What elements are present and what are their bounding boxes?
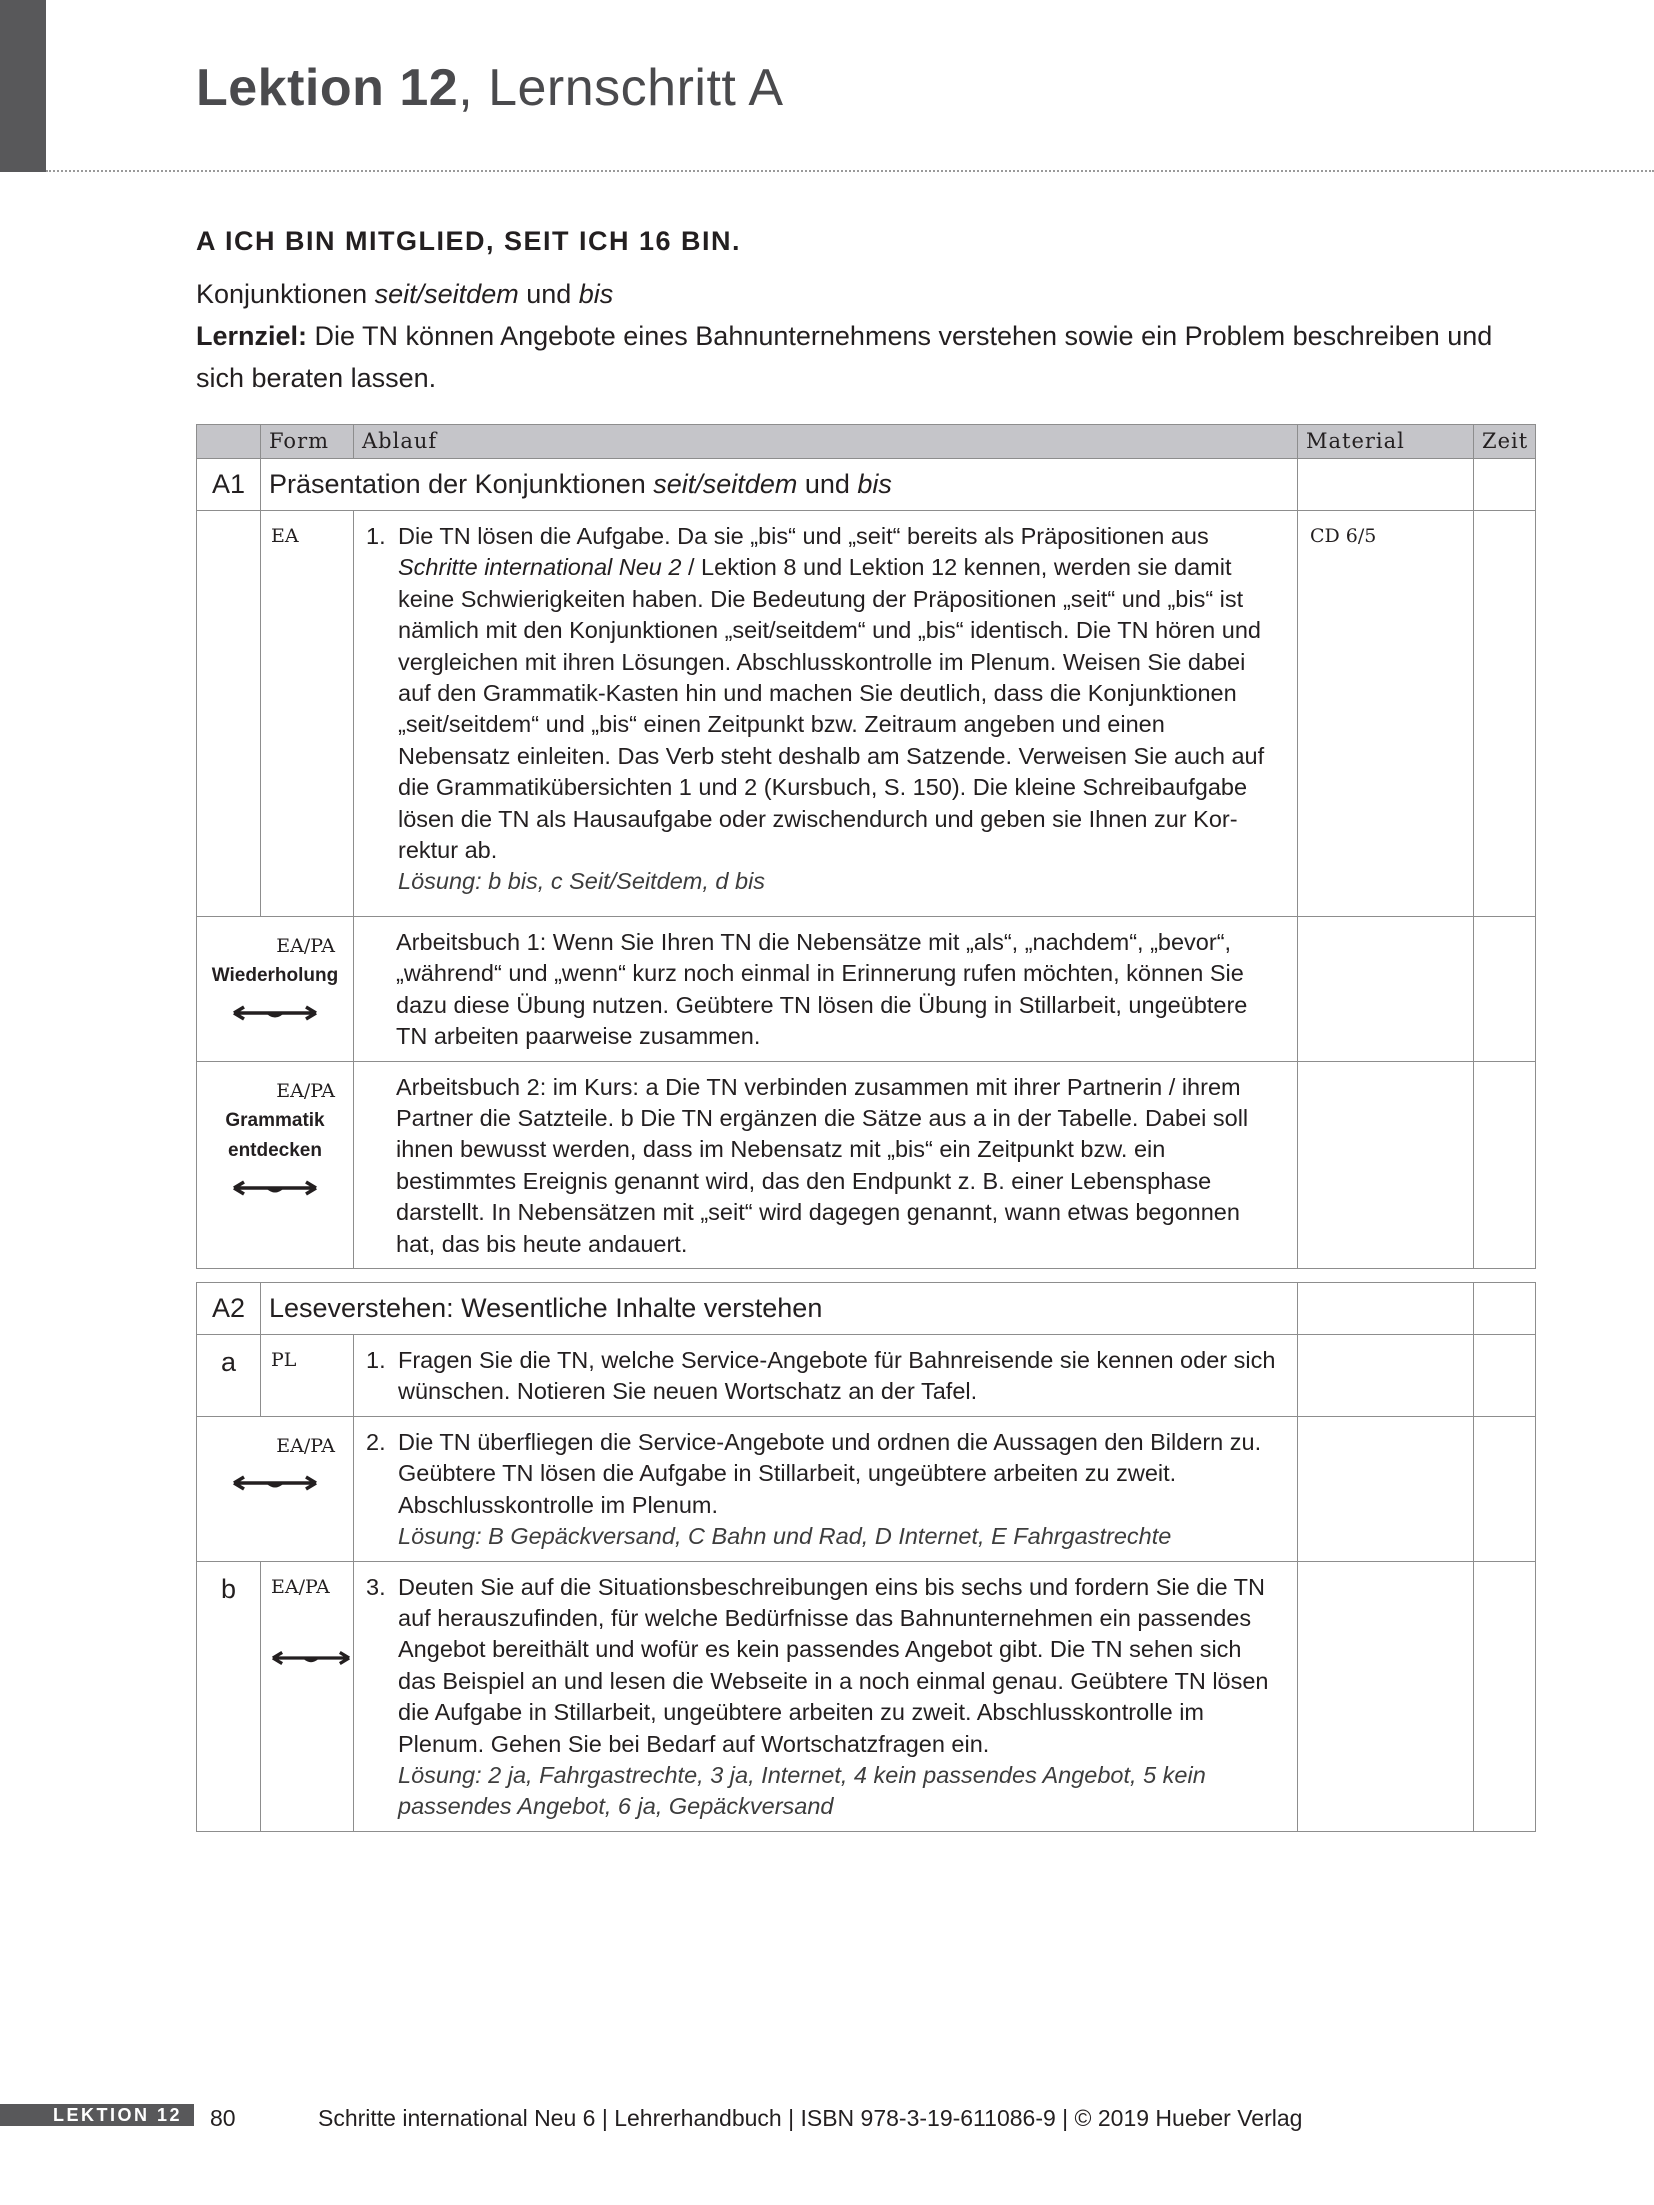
ablauf-cell: Arbeitsbuch 2: im Kurs: a Die TN verbinden zusammen mit ihrer Partnerin / ihrem Partner die Satzteile. b Die TN ergänzen die Sätze aus a in der Tabelle. Dabei soll ihnen bewusst werden, dass im Nebensatz mit „bis“ ein Zeitpunkt bzw. ein bestimmtes Ereignis genannt wird, das den Endpunkt z. B. einer Lebensphase darstellt. In Nebensätzen mit „seit“ wird dagegen genannt, wann etwas begonnen hat, das bis heute andauert. <box>354 1061 1298 1268</box>
solution-text: Lösung: b bis, c Seit/Seitdem, d bis <box>398 868 766 895</box>
ablauf-cell: 2. Die TN überfliegen die Service-Angebote und ordnen die Aussagen den Bildern zu. Geübtere TN lösen die Aufgabe in Stillarbeit, ungeübtere arbeiten zu zweit. Abschlusskontrolle im Plenum. Lösung: B Gepäckversand, C Bahn und Rad, D Internet, E Fahrgastrechte <box>354 1416 1298 1561</box>
table-row <box>197 1335 1536 1417</box>
page-number: 80 <box>210 2105 236 2131</box>
lesson-plan-table <box>196 424 1535 1832</box>
table-header-row <box>197 425 1536 459</box>
table-row <box>197 1061 1536 1268</box>
ablauf-cell: 1. Fragen Sie die TN, welche Service-Angebote für Bahnreisende sie kennen oder sich wünschen. Notieren Sie neuen Wortschatz an der Tafel. <box>354 1335 1298 1417</box>
subtask-letter: b <box>197 1561 261 1831</box>
header-empty <box>197 425 261 459</box>
lesson-label: Lektion 12 <box>196 59 459 117</box>
sidebar-tab <box>0 0 46 172</box>
title-divider <box>46 170 1654 172</box>
table-row <box>197 917 1536 1062</box>
role-label: Wiederholung <box>211 965 339 986</box>
section-heading: A ICH BIN MITGLIED, SEIT ICH 16 BIN. <box>196 226 742 256</box>
double-arrow-icon <box>232 1001 318 1025</box>
form-cell: EA/PA <box>261 1561 354 1831</box>
section-intro <box>196 226 1536 399</box>
role-label: entdecken <box>228 1139 322 1161</box>
solution-text: Lösung: 2 ja, Fahrgastrechte, 3 ja, Internet, 4 kein passendes Angebot, 5 kein passendes Angebot, 6 ja, Gepäckversand <box>398 1761 1206 1820</box>
learning-goal: Lernziel: Die TN können Angebote eines Bahnunternehmens verstehen sowie ein Problem beschreiben und sich beraten lassen. <box>196 321 1493 393</box>
table-row <box>197 1561 1536 1831</box>
subtask-letter: a <box>197 1335 261 1417</box>
ablauf-cell: 3. Deuten Sie auf die Situationsbeschreibungen eins bis sechs und fordern Sie die TN auf herauszufinden, für welche Bedürfnisse das Bahnunternehmen ein passendes Angebot bereithält und wofür es kein passendes Angebot gibt. Die TN sehen sich das Beispiel an und lesen die Webseite in a noch einmal genau. Geübtere TN lösen die Aufgabe in Stillarbeit, ungeübtere arbeiten zu zweit. Abschlusskontrolle im Plenum. Gehen Sie bei Bedarf auf Wortschatzfragen ein. Lösung: 2 ja, Fahrgastrechte, 3 ja, Internet, 4 kein passendes Angebot, 5 kein passendes Angebot, 6 ja, Gepäckversand <box>354 1561 1298 1831</box>
lesson-step: , Lernschritt A <box>458 59 784 117</box>
form-code: EA <box>261 511 354 917</box>
footer-copyright: Schritte international Neu 6 | Lehrerhandbuch | ISBN 978-3-19-611086-9 | © 2019 Hueber Verlag <box>318 2105 1303 2131</box>
section-subtitle: Konjunktionen seit/seitdem und bis <box>196 279 614 309</box>
table-row <box>197 511 1536 917</box>
header-material: Material <box>1298 425 1474 459</box>
double-arrow-icon <box>271 1646 351 1670</box>
table-row <box>197 1283 1536 1335</box>
task-code: A1 <box>197 459 261 511</box>
table-row <box>197 1416 1536 1561</box>
ablauf-cell: Arbeitsbuch 1: Wenn Sie Ihren TN die Nebensätze mit „als“, „nachdem“, „bevor“, „während“ und „wenn“ kurz noch einmal in Erinnerung rufen möchten, können Sie dazu diese Übung nutzen. Geübtere TN lösen die Übung in Stillarbeit, ungeübtere TN arbeiten paarweise zusammen. <box>354 917 1298 1062</box>
ablauf-cell: 1. Die TN lösen die Aufgabe. Da sie „bis“ und „seit“ bereits als Präpositionen aus Schritte international Neu 2 / Lektion 8 und Lektion 12 kennen, werden sie damit keine Schwierigkeiten haben. Die Bedeutung der Präpositionen „seit“ und „bis“ ist nämlich mit den Konjunktionen „seit/seitdem“ und „bis“ identisch. Die TN hören und vergleichen mit ihren Lösungen. Abschlusskontrolle im Plenum. Weisen Sie dabei auf den Grammatik-Kasten hin und machen Sie deutlich, dass die Konjunktionen „seit/seitdem“ und „bis“ einen Zeitpunkt bzw. Zeitraum angeben und einen Nebensatz einleiten. Das Verb steht deshalb am Satzende. Verweisen Sie auch auf die Grammatikübersichten 1 und 2 (Kursbuch, S. 150). Die kleine Schreibaufgabe lösen die TN als Hausaufgabe oder zwischendurch und geben sie Ihnen zur Korrektur ab. Lösung: b bis, c Seit/Seitdem, d bis <box>354 511 1298 917</box>
double-arrow-icon <box>232 1471 318 1495</box>
material-cell: CD 6/5 <box>1298 511 1474 917</box>
form-cell: EA/PA Wiederholung <box>197 917 354 1062</box>
form-cell: EA/PA Grammatik entdecken <box>197 1061 354 1268</box>
page-footer <box>0 2104 1654 2132</box>
page-title <box>196 58 784 118</box>
form-code: PL <box>261 1335 354 1417</box>
task-title: Leseverstehen: Wesentliche Inhalte verstehen <box>261 1283 1298 1335</box>
form-cell: EA/PA <box>197 1416 354 1561</box>
solution-text: Lösung: B Gepäckversand, C Bahn und Rad, D Internet, E Fahrgastrechte <box>398 1523 1172 1550</box>
task-title: Präsentation der Konjunktionen seit/seitdem und bis <box>261 459 1298 511</box>
header-ablauf: Ablauf <box>354 425 1298 459</box>
double-arrow-icon <box>232 1176 318 1200</box>
table-row <box>197 459 1536 511</box>
header-zeit: Zeit <box>1474 425 1536 459</box>
task-code: A2 <box>197 1283 261 1335</box>
header-form: Form <box>261 425 354 459</box>
role-label: Grammatik <box>225 1109 325 1131</box>
footer-lesson-tab: LEKTION 12 <box>0 2104 194 2126</box>
